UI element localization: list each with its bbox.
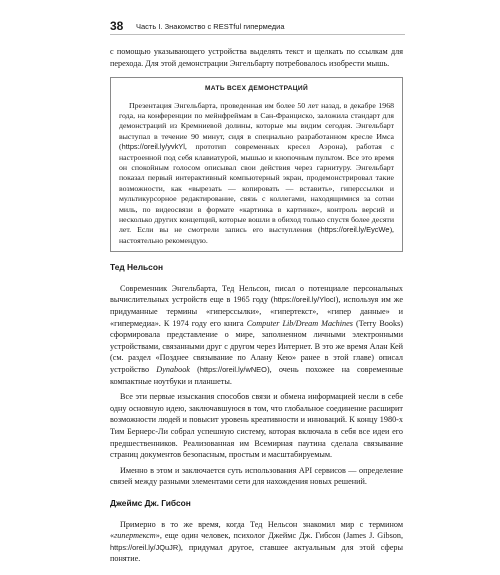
text-run: ), используя им же придуманные термины «гиперссылки», «гипертекст», «гипер данные» и «гипермедиа». К 1974 году его книга: [110, 295, 403, 328]
text-run: ), придумал другое, ставшее актуальным для этой сферы понятие.: [110, 542, 403, 564]
sidebar-title: МАТЬ ВСЕХ ДЕМОНСТРАЦИЙ: [204, 85, 308, 93]
text-run: ), очень похожее на современные компактные ноутбуки и планшеты.: [110, 365, 403, 386]
section-heading-ted-nelson: Тед Нельсон: [110, 262, 164, 273]
device-name-dynabook: Dynabook: [156, 365, 190, 375]
intro-paragraph: с помощью указывающего устройства выделять текст и щелкать по ссылкам для перехода. Для этой демонстрации Энгельбарту потребовалось изобрести мышь.: [110, 47, 403, 68]
text-run: Современник Энгельбарта, Тед Нельсон, писал о потенциале персональных вычислительных устройств еще в 1965 году (: [110, 283, 403, 305]
page-header: [110, 19, 405, 35]
section-james-gibson: [110, 498, 403, 565]
sidebar-box: [110, 77, 403, 252]
sidebar-text-1: Презентация Энгельбарта, проведенная им более 50 лет назад, в декабре 1968 года, на конференции по мейнфреймам в Сан-Франциско, заложила стандарт для демонстраций из Кремниевой долины, которые мы видим сегодня. Энгельбарт выступал в течение 90 минут, сидя в специально разработанном кресле Имса (: [119, 100, 394, 152]
page-content: [110, 46, 403, 575]
text-run: (: [189, 365, 200, 375]
paragraph: [110, 519, 403, 565]
page-number: 38: [110, 19, 124, 33]
link-nelson-1965[interactable]: https://oreil.ly/YlocI: [273, 295, 336, 305]
link-gibson[interactable]: https://oreil.ly/JQuJR: [110, 542, 179, 552]
running-title: Часть I. Знакомство с RESTful гипермедиа: [136, 22, 285, 31]
sidebar-text-3: ), настоятельно рекомендую.: [119, 225, 394, 245]
term-hypertext: гипертекст: [114, 531, 156, 541]
text-run: Примерно в то же время, когда Тед Нельсон знакомил мир с термином «: [110, 519, 403, 541]
paragraph: [110, 283, 403, 387]
text-run: », еще один человек, психолог Джеймс Дж. Гибсон (James J. Gibson,: [155, 531, 403, 541]
link-dynabook[interactable]: https://oreil.ly/wNEO: [199, 365, 267, 375]
paragraph: Именно в этом и заключается суть использования API сервисов — определение связей между разными элементами сети для нахождения новых решений.: [110, 465, 403, 487]
sidebar-link-demo-video[interactable]: https://oreil.ly/EycWe: [320, 225, 390, 235]
text-run: (Terry Books) сформировала представление о мире, заполненном личными электронными устройствами, связанными друг с другом через Интернет. В это же время Алан Кей (см. раздел «Позднее связывание по Алану Кею» ранее в этой главе) описал устройство: [110, 318, 404, 375]
sidebar-text-2: , прототип современных кресел Аэрона), работая с настроенной под себя клавиатурой, мышью и кнопочным пультом. Все это время он спокойным голосом описывал свои действия через гарнитуру. Энгельбарт показал первый интерактивный компьютерный экран, продемонстрировал такие возможности, как «вырезать — копировать — вставить», гиперссылки и мультикурсорное редактирование, связь с коллегами, находящимися за сотни миль, по видеосвязи в формате «картинка в картинке», контроль версий и несколько других концепций, которые вошли в обиход только спустя более десяти лет. Если вы не смотрели запись его выступления (: [119, 142, 394, 235]
section-ted-nelson: [110, 262, 403, 488]
book-title-computer-lib: Computer Lib/Dream Machines: [246, 318, 353, 328]
paragraph: Все эти первые изыскания способов связи и обмена информацией несли в себе одну основную идею, заключавшуюся в том, что глобальное соединение расширит возможности людей и повысит уровень креативности и инноваций. К концу 1980-х Тим Бернерс-Ли собрал успешную систему, которая включала в себя все идеи его предшественников. Реализованная им Всемирная паутина сделала связывание страниц документов безопасным, простым и масштабируемым.: [110, 392, 403, 460]
section-heading-james-gibson: Джеймс Дж. Гибсон: [110, 497, 191, 508]
sidebar-link-eames-chair[interactable]: https://oreil.ly/yvkYl: [121, 142, 185, 152]
sidebar-paragraph: [119, 101, 394, 247]
